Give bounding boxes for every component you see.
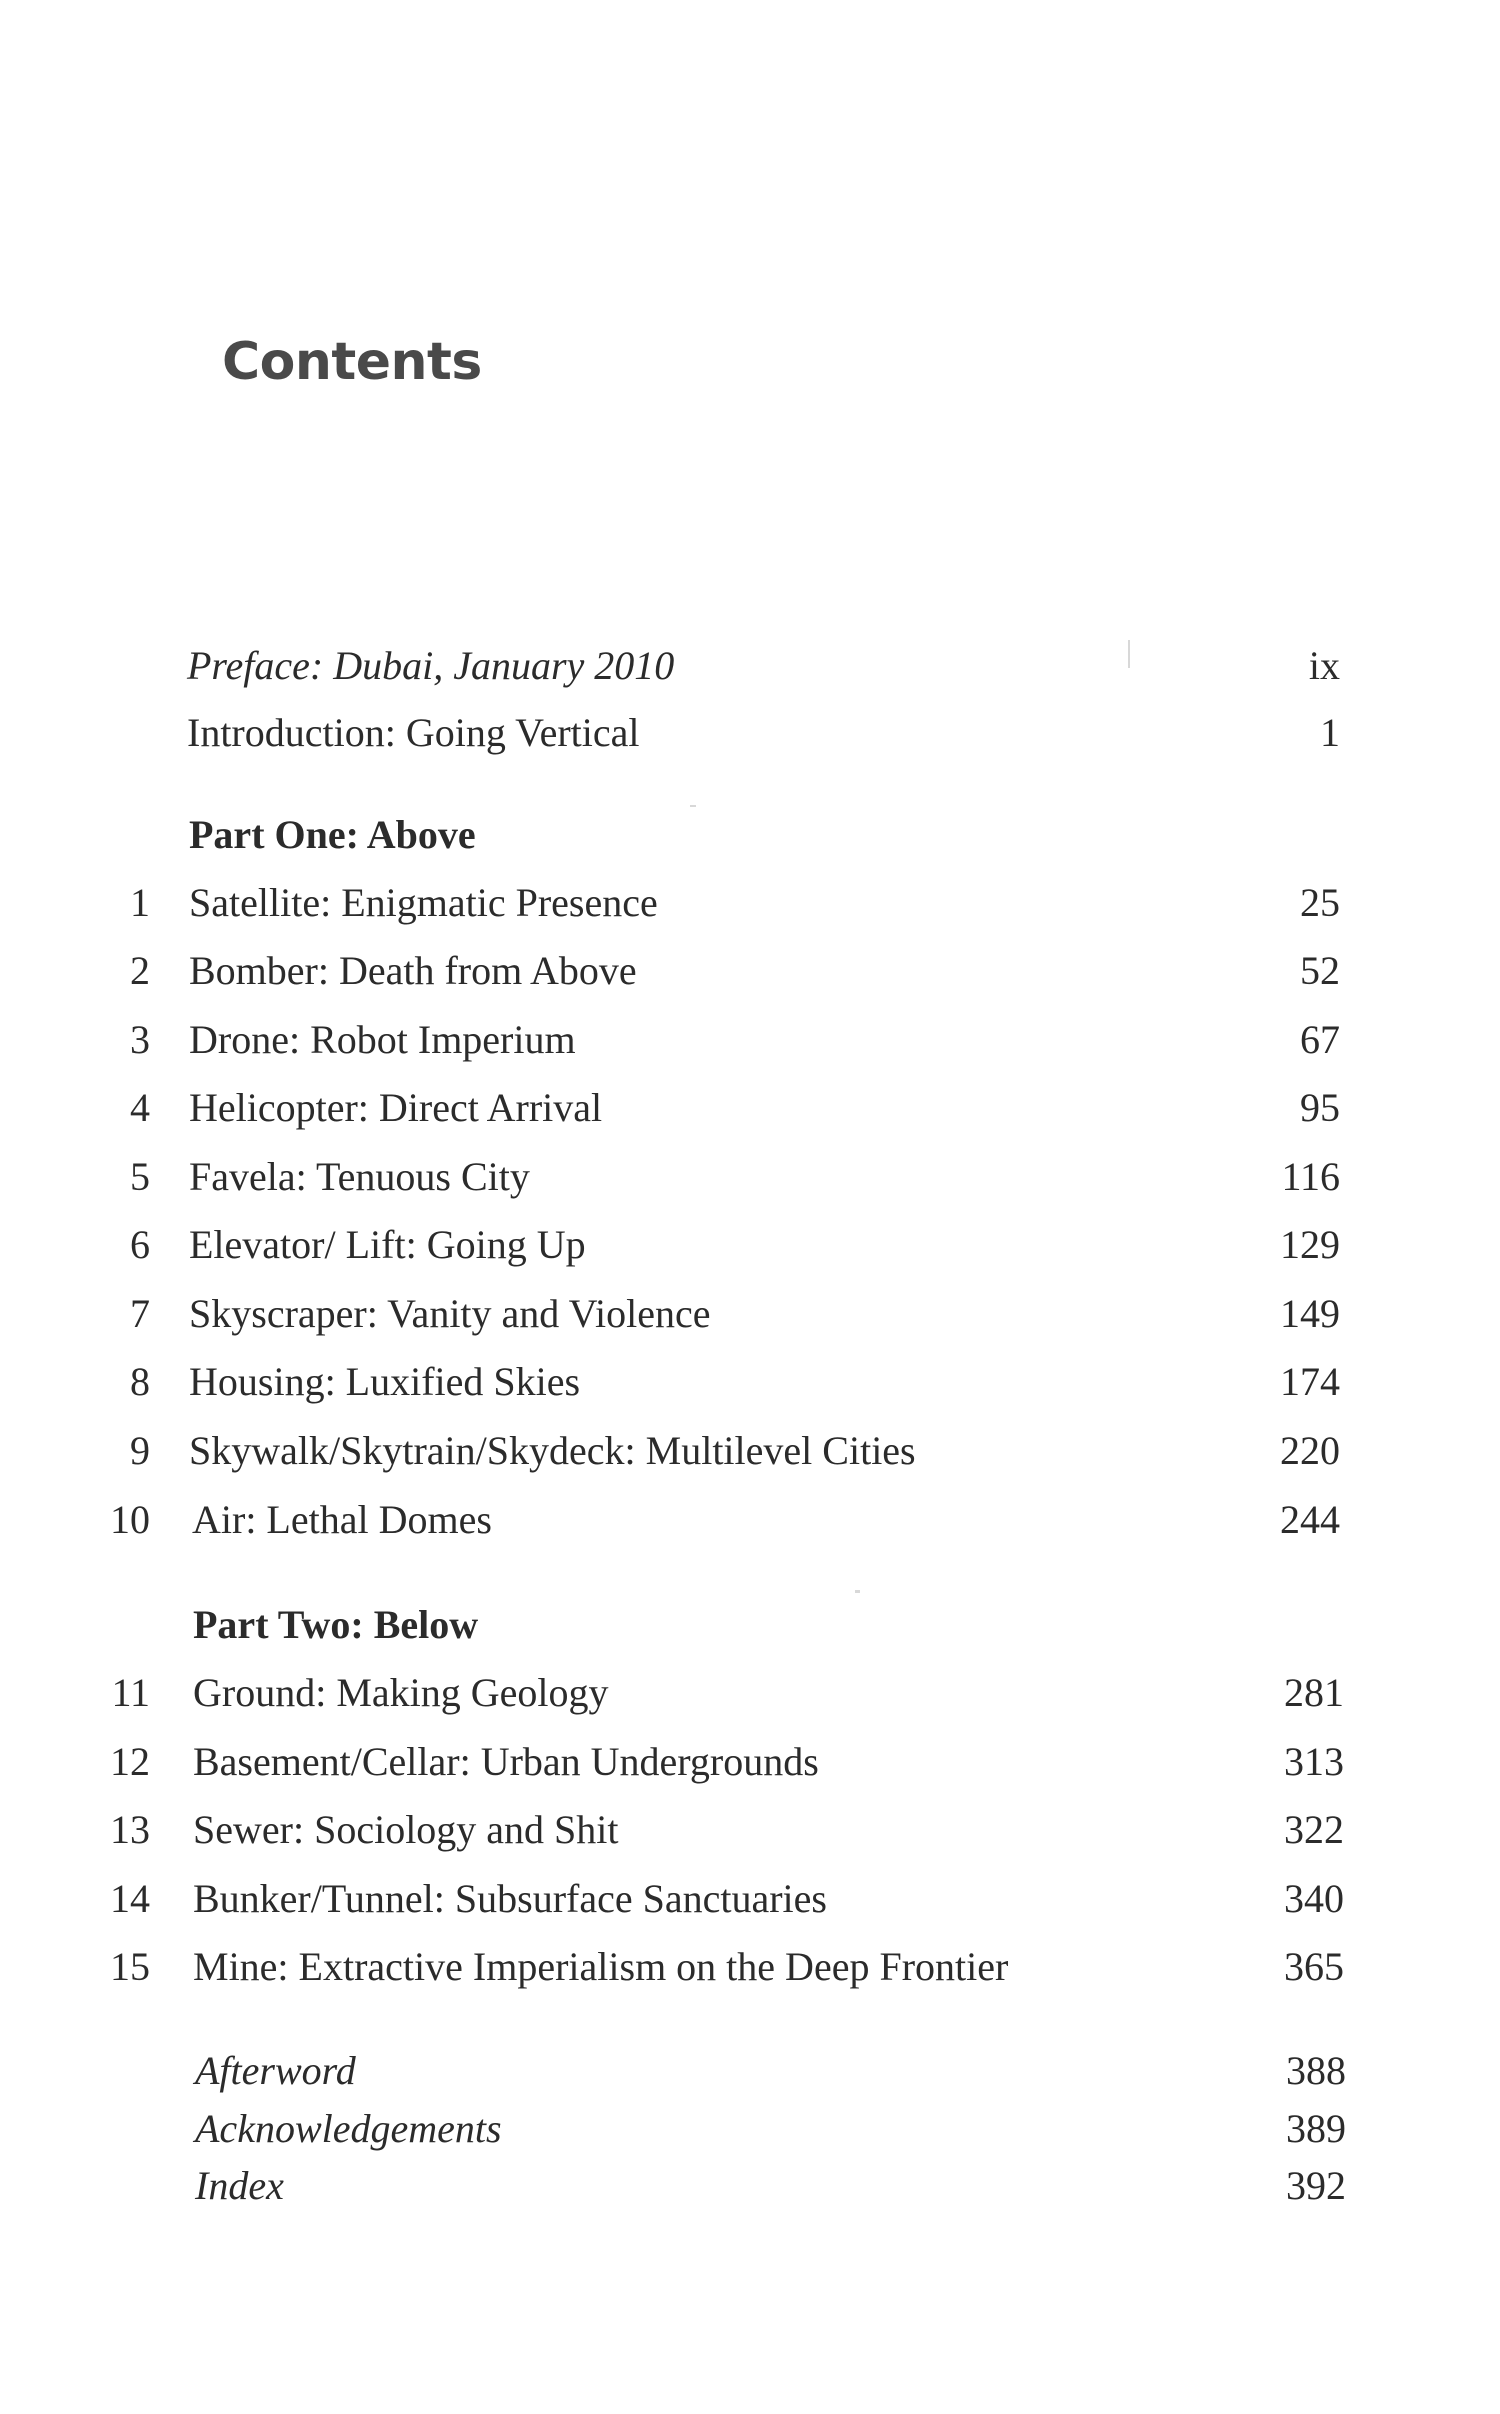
entry-title: Preface: Dubai, January 2010 [187,643,675,688]
chapter-number: 6 [130,1222,150,1267]
entry-title: Index [195,2163,284,2208]
entry-title: Favela: Tenuous City [189,1154,530,1199]
entry-title: Acknowledgements [195,2106,502,2151]
entry-page: 149 [1280,1291,1340,1336]
entry-page: 1 [1320,710,1340,755]
entry-title: Basement/Cellar: Urban Undergrounds [193,1739,819,1784]
entry-title: Introduction: Going Vertical [187,710,640,755]
entry-page: ix [1308,643,1340,688]
toc-entry-introduction[interactable] [0,703,1500,763]
entry-page: 116 [1281,1154,1340,1199]
chapter-number: 15 [110,1944,150,1989]
entry-title: Ground: Making Geology [193,1670,609,1715]
toc-entry-chapter[interactable] [0,1663,1500,1723]
part-heading-one: Part One: Above [189,812,476,857]
toc-entry-chapter[interactable] [0,1010,1500,1070]
chapter-number: 11 [111,1670,150,1715]
entry-page: 322 [1284,1807,1344,1852]
entry-page: 365 [1284,1944,1344,1989]
entry-title: Skyscraper: Vanity and Violence [189,1291,711,1336]
toc-entry-chapter[interactable] [0,1352,1500,1412]
entry-title: Air: Lethal Domes [192,1497,492,1542]
entry-title: Satellite: Enigmatic Presence [189,880,658,925]
entry-page: 95 [1300,1085,1340,1130]
entry-page: 25 [1300,880,1340,925]
toc-entry-afterword[interactable] [0,2041,1500,2101]
entry-page: 67 [1300,1017,1340,1062]
entry-page: 244 [1280,1497,1340,1542]
entry-page: 129 [1280,1222,1340,1267]
chapter-number: 3 [130,1017,150,1062]
scan-speck [1128,640,1130,668]
chapter-number: 1 [130,880,150,925]
entry-title: Bunker/Tunnel: Subsurface Sanctuaries [193,1876,827,1921]
entry-title: Helicopter: Direct Arrival [189,1085,603,1130]
entry-title: Skywalk/Skytrain/Skydeck: Multilevel Cities [189,1428,916,1473]
toc-entry-chapter[interactable] [0,1147,1500,1207]
chapter-number: 2 [130,948,150,993]
entry-title: Elevator/ Lift: Going Up [189,1222,586,1267]
chapter-number: 12 [110,1739,150,1784]
entry-title: Afterword [195,2048,356,2093]
toc-entry-chapter[interactable] [0,1490,1500,1550]
entry-page: 281 [1284,1670,1344,1715]
entry-page: 174 [1280,1359,1340,1404]
entry-title: Drone: Robot Imperium [189,1017,576,1062]
entry-page: 313 [1284,1739,1344,1784]
toc-entry-preface[interactable] [0,636,1500,696]
toc-entry-chapter[interactable] [0,1078,1500,1138]
scan-speck [690,805,696,807]
chapter-number: 4 [130,1085,150,1130]
toc-entry-chapter[interactable] [0,941,1500,1001]
entry-page: 220 [1280,1428,1340,1473]
page-title: Contents [222,332,482,392]
toc-entry-chapter[interactable] [0,1215,1500,1275]
chapter-number: 9 [130,1428,150,1473]
toc-entry-chapter[interactable] [0,1284,1500,1344]
chapter-number: 13 [110,1807,150,1852]
chapter-number: 14 [110,1876,150,1921]
toc-entry-index[interactable] [0,2156,1500,2216]
entry-title: Sewer: Sociology and Shit [193,1807,619,1852]
entry-page: 389 [1286,2106,1346,2151]
chapter-number: 7 [130,1291,150,1336]
entry-title: Mine: Extractive Imperialism on the Deep Frontier [193,1944,1009,1989]
part-heading-two: Part Two: Below [193,1602,479,1647]
toc-entry-chapter[interactable] [0,1732,1500,1792]
entry-title: Bomber: Death from Above [189,948,637,993]
entry-title: Housing: Luxified Skies [189,1359,581,1404]
toc-entry-chapter[interactable] [0,1800,1500,1860]
entry-page: 52 [1300,948,1340,993]
chapter-number: 8 [130,1359,150,1404]
entry-page: 340 [1284,1876,1344,1921]
entry-page: 392 [1286,2163,1346,2208]
entry-page: 388 [1286,2048,1346,2093]
toc-entry-chapter[interactable] [0,1421,1500,1481]
chapter-number: 5 [130,1154,150,1199]
chapter-number: 10 [110,1497,150,1542]
toc-entry-acknowledgements[interactable] [0,2099,1500,2159]
toc-entry-chapter[interactable] [0,1937,1500,1997]
scan-speck [855,1590,860,1593]
toc-entry-chapter[interactable] [0,873,1500,933]
toc-entry-chapter[interactable] [0,1869,1500,1929]
